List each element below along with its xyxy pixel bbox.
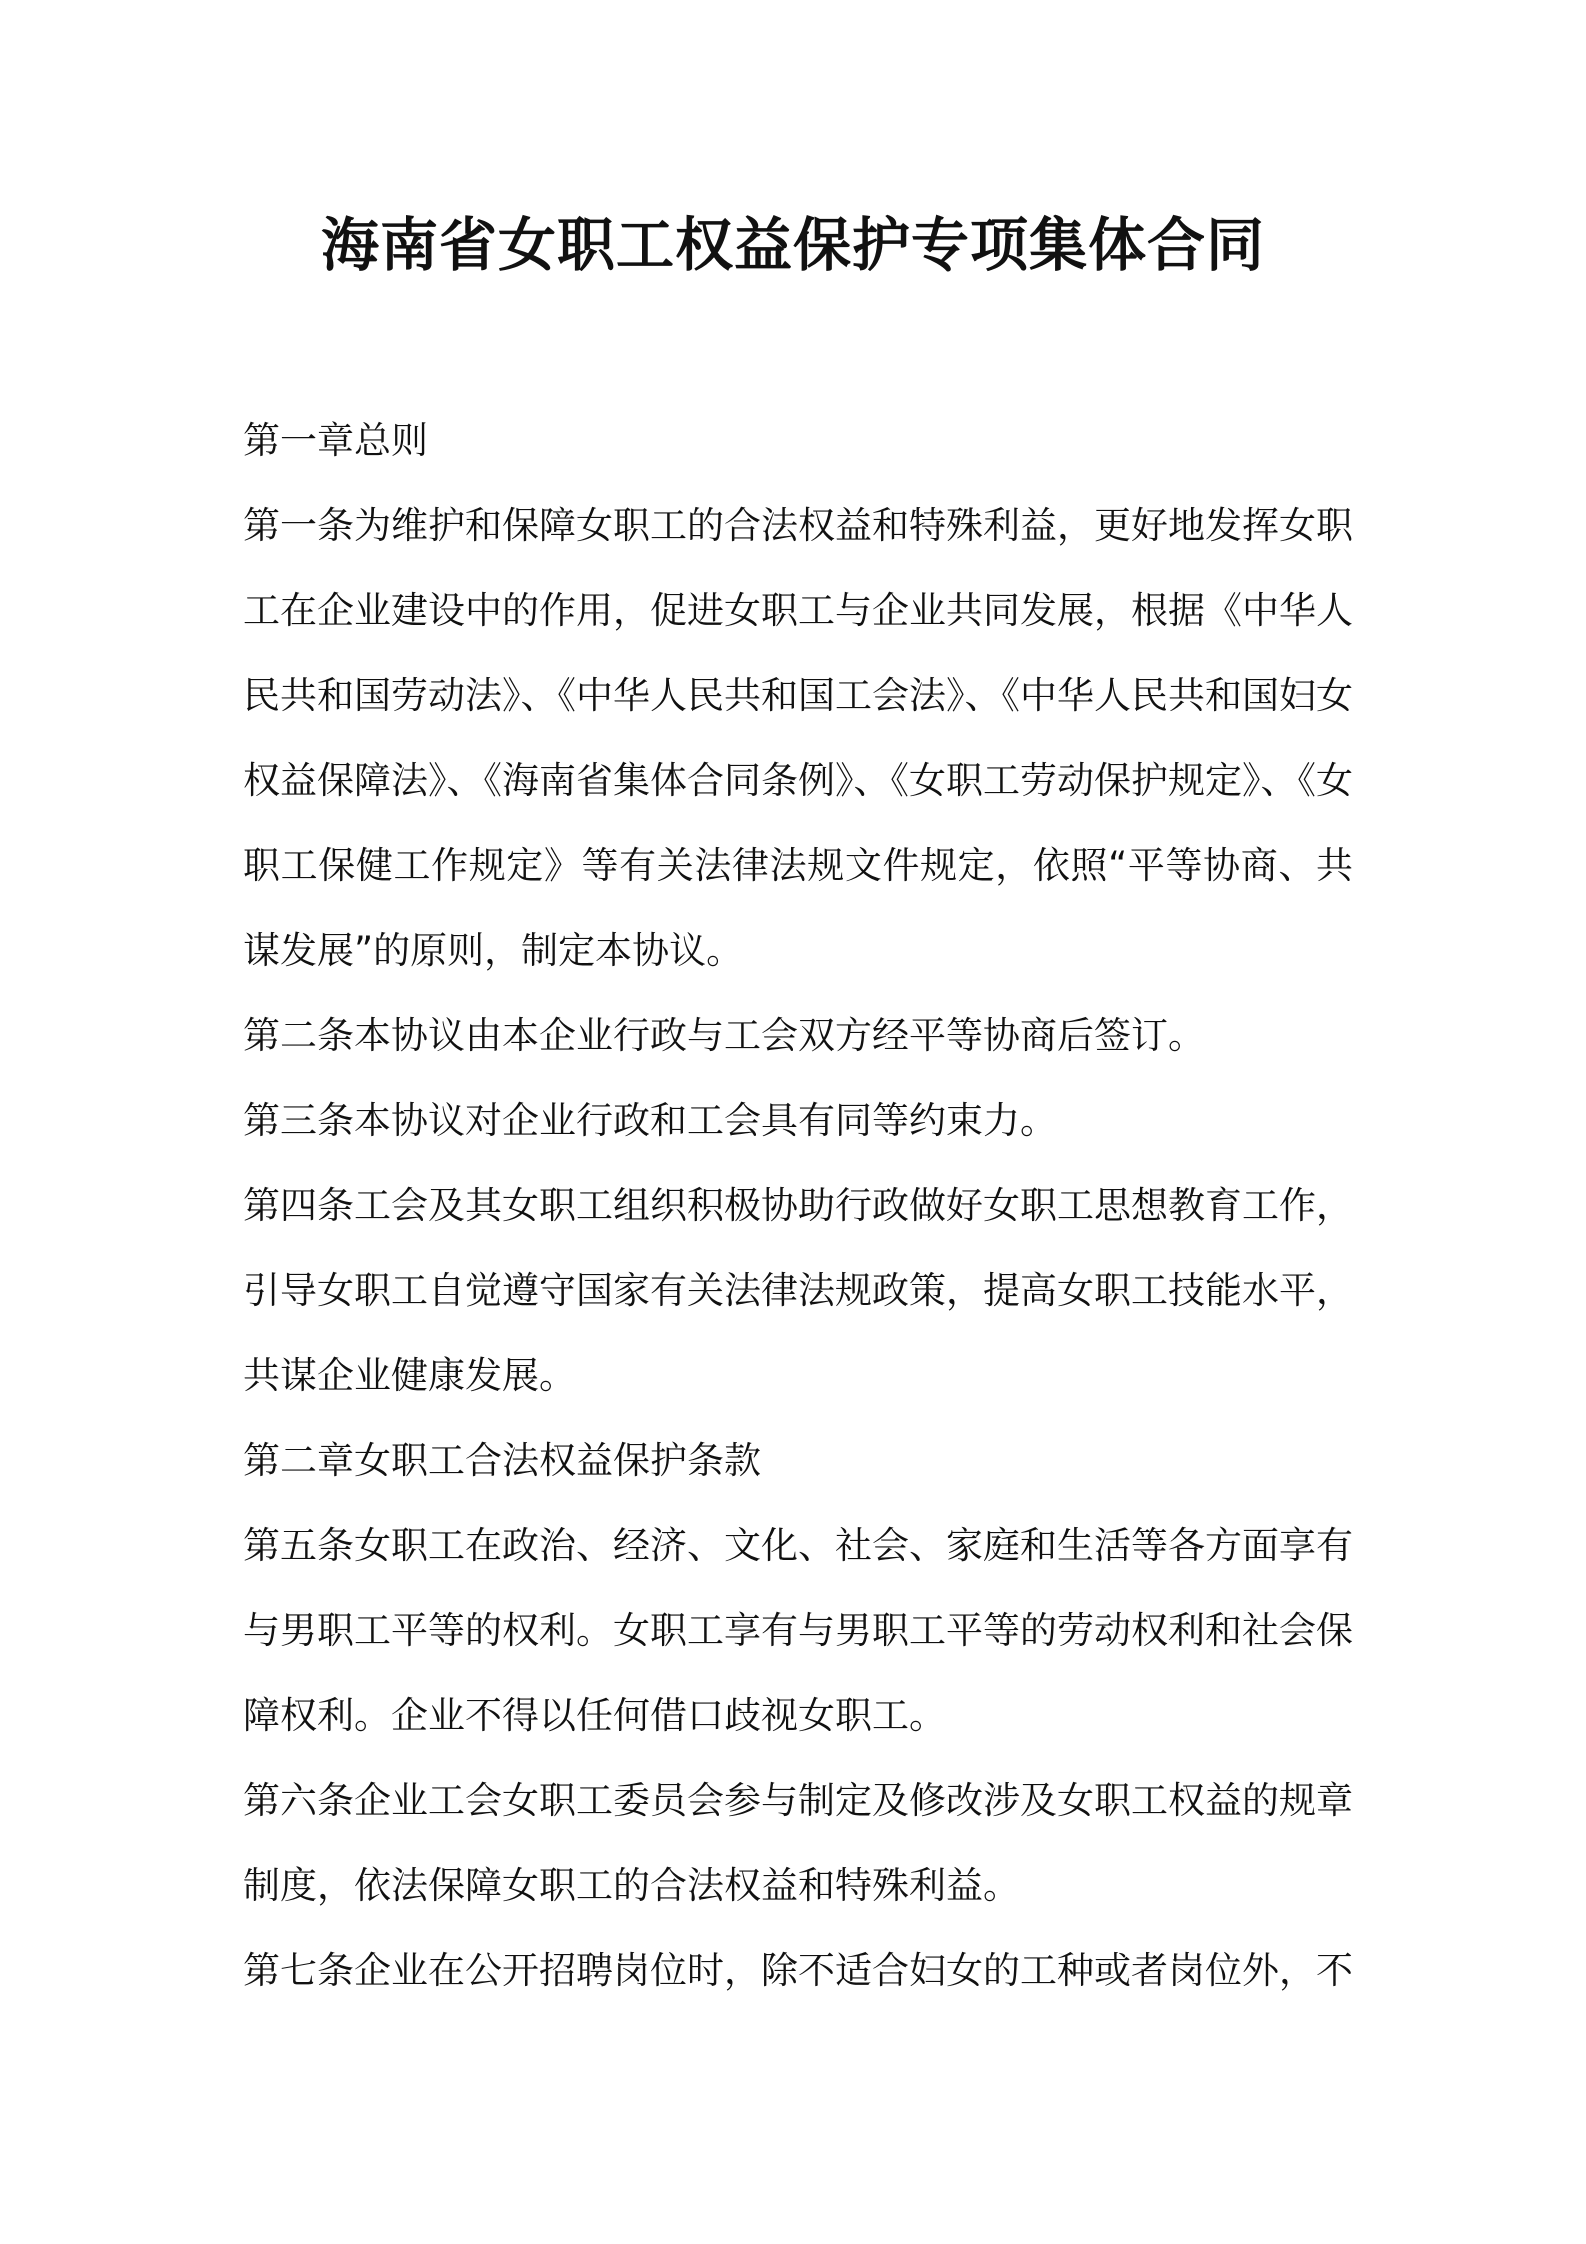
article-paragraph: 第六条企业工会女职工委员会参与制定及修改涉及女职工权益的规章制度，依法保障女职工的合法权益和特殊利益。	[243, 1779, 1353, 1907]
document-body	[243, 398, 1353, 2013]
chapter-heading: 第二章女职工合法权益保护条款	[243, 1439, 761, 1482]
article-paragraph: 第七条企业在公开招聘岗位时，除不适合妇女的工种或者岗位外，不	[243, 1949, 1353, 1992]
article-paragraph: 第二条本协议由本企业行政与工会双方经平等协商后签订。	[243, 1014, 1205, 1057]
article-paragraph: 第五条女职工在政治、经济、文化、社会、家庭和生活等各方面享有与男职工平等的权利。女职工享有与男职工平等的劳动权利和社会保障权利。企业不得以任何借口歧视女职工。	[243, 1524, 1353, 1737]
article-paragraph: 第三条本协议对企业行政和工会具有同等约束力。	[243, 1099, 1057, 1142]
chapter-heading: 第一章总则	[243, 419, 428, 462]
document-title: 海南省女职工权益保护专项集体合同	[320, 211, 1265, 279]
article-paragraph: 第四条工会及其女职工组织积极协助行政做好女职工思想教育工作，引导女职工自觉遵守国家有关法律法规政策，提高女职工技能水平，共谋企业健康发展。	[243, 1184, 1353, 1397]
article-paragraph: 第一条为维护和保障女职工的合法权益和特殊利益，更好地发挥女职工在企业建设中的作用，促进女职工与企业共同发展，根据《中华人民共和国劳动法》、《中华人民共和国工会法》、《中华人民共和国妇女权益保障法》、《海南省集体合同条例》、《女职工劳动保护规定》、《女职工保健工作规定》等有关法律法规文件规定，依照“平等协商、共谋发展”的原则，制定本协议。	[243, 504, 1353, 972]
